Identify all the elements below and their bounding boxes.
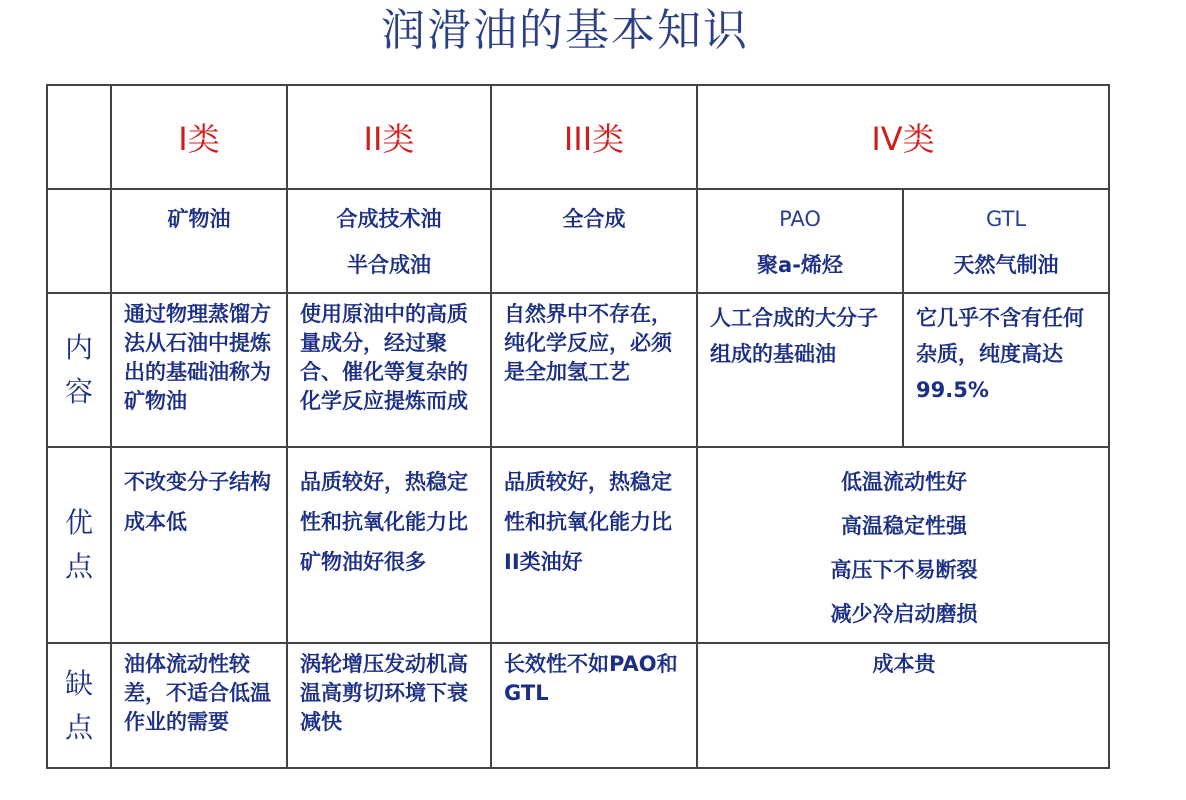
advantages-4-line-1: 低温流动性好 — [841, 470, 967, 494]
row-label-content — [47, 293, 111, 447]
subtype-4a-line-2: 聚a-烯烃 — [757, 253, 843, 277]
subtype-2 — [287, 189, 491, 293]
subtype-3 — [491, 189, 697, 293]
subtype-4a — [697, 189, 903, 293]
row-label-advantages — [47, 447, 111, 643]
row-label-advantages-2: 点 — [64, 550, 93, 583]
type-header-1: I类 — [111, 85, 287, 189]
row-label-disadvantages-1: 缺 — [64, 666, 93, 700]
disadvantages-1: 油体流动性较差，不适合低温作业的需要 — [111, 643, 287, 768]
subtype-4b-line-1: GTL — [985, 207, 1027, 231]
comparison-table — [46, 84, 1110, 769]
advantages-4 — [697, 447, 1109, 643]
advantages-1-line-1: 不改变分子结构 — [124, 470, 271, 494]
content-3: 自然界中不存在，纯化学反应，必须是全加氢工艺 — [491, 293, 697, 447]
type-header-2: II类 — [287, 85, 491, 189]
advantages-1-line-2: 成本低 — [124, 510, 187, 534]
content-1: 通过物理蒸馏方法从石油中提炼出的基础油称为矿物油 — [111, 293, 287, 447]
content-2: 使用原油中的高质量成分，经过聚合、催化等复杂的化学反应提炼而成 — [287, 293, 491, 447]
content-4b: 它几乎不含有任何杂质，纯度高达99.5% — [903, 293, 1109, 447]
advantages-2: 品质较好，热稳定性和抗氧化能力比矿物油好很多 — [287, 447, 491, 643]
row-label-disadvantages — [47, 643, 111, 768]
disadvantages-3: 长效性不如PAO和GTL — [491, 643, 697, 768]
subtype-2-line-2: 半合成油 — [347, 253, 431, 277]
disadvantages-2: 涡轮增压发动机高温高剪切环境下衰减快 — [287, 643, 491, 768]
subtype-1 — [111, 189, 287, 293]
content-4a: 人工合成的大分子组成的基础油 — [697, 293, 903, 447]
page-title: 润滑油的基本知识 — [381, 5, 749, 56]
subtype-3-line: 全合成 — [562, 207, 626, 231]
subtype-row — [47, 189, 1109, 293]
disadvantages-row — [47, 643, 1109, 768]
type-header-4: IV类 — [697, 85, 1109, 189]
type-header-3: III类 — [491, 85, 697, 189]
row-label-advantages-1: 优 — [64, 506, 93, 539]
advantages-4-line-3: 高压下不易断裂 — [830, 558, 978, 582]
advantages-3: 品质较好，热稳定性和抗氧化能力比II类油好 — [491, 447, 697, 643]
subtype-2-line-1: 合成技术油 — [336, 207, 442, 231]
disadvantages-4: 成本贵 — [697, 643, 1109, 768]
advantages-4-line-4: 减少冷启动磨损 — [830, 602, 978, 626]
type-header-row — [47, 85, 1109, 189]
subtype-4b-line-2: 天然气制油 — [953, 253, 1059, 277]
row-label-disadvantages-2: 点 — [64, 710, 93, 744]
advantages-4-line-2: 高温稳定性强 — [841, 514, 967, 538]
row-label-content-2: 容 — [64, 375, 93, 408]
subtype-4b — [903, 189, 1109, 293]
subtype-row-label — [47, 189, 111, 293]
corner-cell — [47, 85, 111, 189]
row-label-content-1: 内 — [64, 331, 93, 364]
subtype-1-line: 矿物油 — [167, 207, 231, 231]
content-row — [47, 293, 1109, 447]
subtype-4a-line-1: PAO — [779, 207, 821, 231]
advantages-row — [47, 447, 1109, 643]
advantages-1 — [111, 447, 287, 643]
